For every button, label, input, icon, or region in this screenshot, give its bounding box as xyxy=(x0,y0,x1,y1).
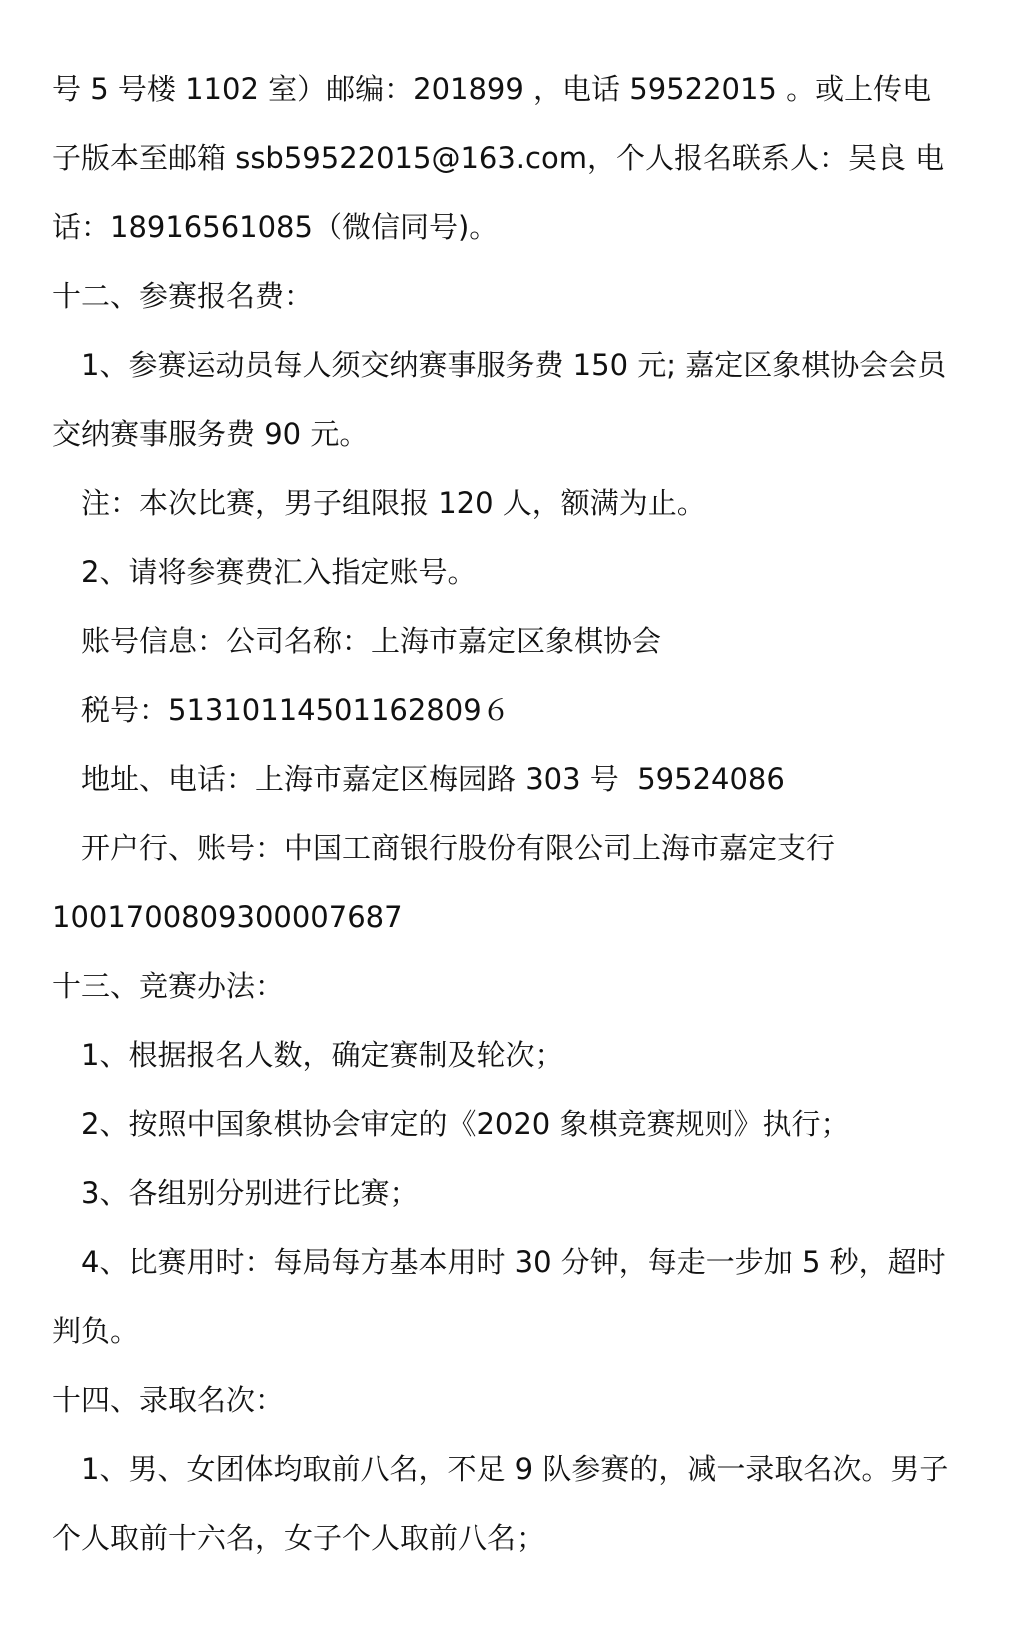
body-text-line: 1、男、女团体均取前八名，不足 9 队参赛的，减一录取名次。男子 xyxy=(81,1452,949,1486)
tax-id-line: 税号：51310114501162809６ xyxy=(81,693,511,727)
body-text-line: 交纳赛事服务费 90 元。 xyxy=(52,417,369,451)
body-text-line: 2、按照中国象棋协会审定的《2020 象棋竞赛规则》执行； xyxy=(81,1107,850,1141)
section-heading-14: 十四、录取名次： xyxy=(52,1383,285,1417)
address-phone-line: 地址、电话：上海市嘉定区梅园路 303 号 59524086 xyxy=(81,762,785,796)
body-text-line: 1、根据报名人数，确定赛制及轮次； xyxy=(81,1038,564,1072)
body-text-line: 子版本至邮箱 ssb59522015@163.com，个人报名联系人：吴良 电 xyxy=(52,141,945,175)
section-heading-12: 十二、参赛报名费： xyxy=(52,279,314,313)
body-text-line: 4、比赛用时：每局每方基本用时 30 分钟，每走一步加 5 秒，超时 xyxy=(81,1245,946,1279)
body-text-line: 1、参赛运动员每人须交纳赛事服务费 150 元; 嘉定区象棋协会会员 xyxy=(81,348,947,382)
bank-info-line: 开户行、账号：中国工商银行股份有限公司上海市嘉定支行 xyxy=(81,831,836,865)
document-body xyxy=(52,55,1002,1573)
body-text-line: 判负。 xyxy=(52,1314,140,1348)
account-info-line: 账号信息：公司名称：上海市嘉定区象棋协会 xyxy=(81,624,662,658)
section-heading-13: 十三、竞赛办法： xyxy=(52,969,285,1003)
body-text-line: 号 5 号楼 1102 室）邮编：201899 ，电话 59522015 。或上传电 xyxy=(52,72,932,106)
body-text-line: 3、各组别分别进行比赛； xyxy=(81,1176,419,1210)
note-line: 注：本次比赛，男子组限报 120 人，额满为止。 xyxy=(81,486,706,520)
body-text-line: 个人取前十六名，女子个人取前八名； xyxy=(52,1521,546,1555)
bank-account-number: 1001700809300007687 xyxy=(52,900,403,934)
body-text-line: 话：18916561085（微信同号)。 xyxy=(52,210,499,244)
body-text-line: 2、请将参赛费汇入指定账号。 xyxy=(81,555,477,589)
